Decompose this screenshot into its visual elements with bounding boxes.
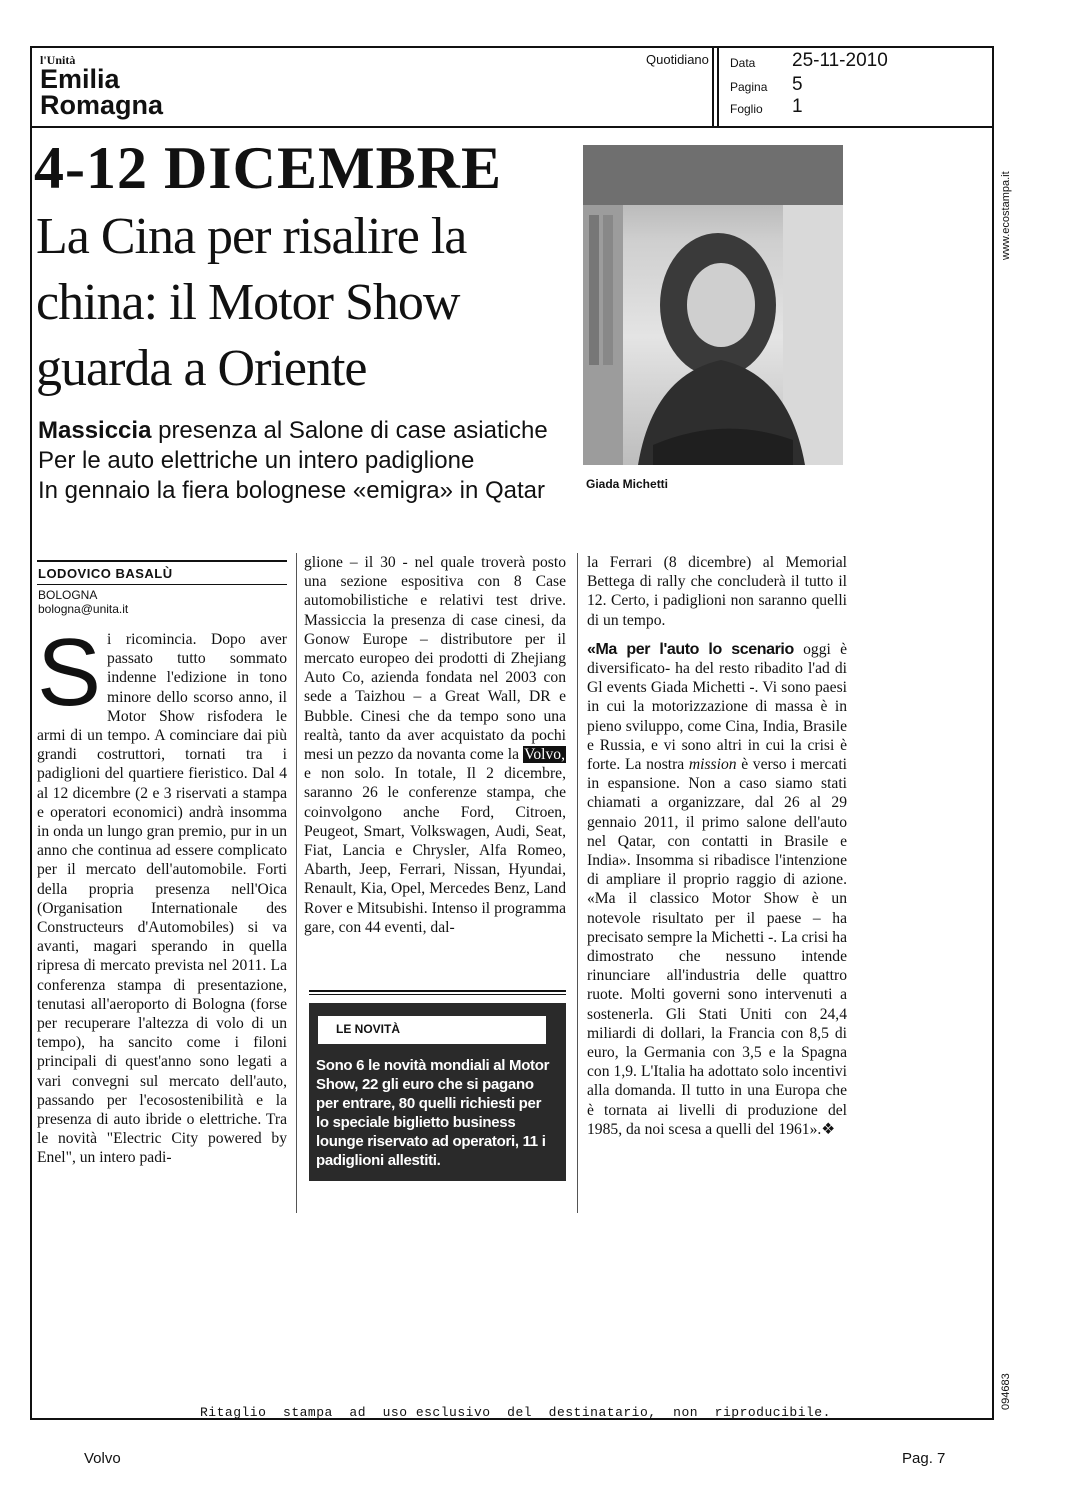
- end-mark-icon: ❖: [821, 1120, 836, 1138]
- column-3-text-b: oggi è diversificato- ha del resto ribadito l'ad di Gl events Giada Michetti -. Vi sono paesi in cui la motorizzazione di massa è in pieno sviluppo, come Cina, India, Brasile e Russia, e vi sono altri in cui la crisi è forte. La nostra: [587, 640, 847, 774]
- column-3-text-a: la Ferrari (8 dicembre) al Memorial Bettega di rally che concluderà il tutto il 12. Certo, i padiglioni non saranno quelli di un tempo.: [587, 554, 847, 629]
- column-1-text: i ricomincia. Dopo aver passato tutto sommato indenne l'edizione in tono minore dello scorso anno, il Motor Show risfodera le armi di un tempo. A cominciare dai più grandi costruttori, tornati tra i padiglioni del quartiere fieristico. Dal 4 al 12 dicembre (2 e 3 riservati a stampa e operatori economici) andrà insomma in onda un lungo gran premio, pur in un anno che continua ad essere complicato per il mercato dell'automobile. Forti della propria presenza nell'Oica (Organisation Internationale des Constructeurs d'Automobiles) si va avanti, magari sperando in quella ripresa di mercato prevista nel 2011. La conferenza stampa di presentazione, tenutasi all'aeroporto di Bologna (forse per recuperare l'altezza di volo di un tempo), ha sancito come i filoni principali di quest'anno sono legati a vari convegni sul mercato dell'auto, passando per l'ecosostenibilità e la presenza di auto ibride o elettriche. Tra le novità "Electric City powered by Enel", un intero padi-: [37, 631, 287, 1167]
- dropcap: S: [37, 619, 102, 726]
- column-3: [587, 553, 847, 1139]
- author-email: bologna@unita.it: [38, 602, 129, 616]
- publication-name-line1: Emilia: [40, 64, 120, 94]
- date-label: Data: [730, 56, 756, 70]
- box-rule: [309, 990, 566, 992]
- side-website: www.ecostampa.it: [1000, 171, 1012, 260]
- footer-page-number: Pag. 7: [902, 1450, 946, 1467]
- column-3-text-c: è verso i mercati in espansione. Non a caso siamo stati chiamati a organizzare, dal 26 al 29 gennaio 2011, il primo salone dell'auto nel Qatar, con contatti in Brasile e India». Insomma si ribadisce l'intenzione di ampliare il proprio raggio di azione. «Ma il classico Motor Show è un notevole risultato per il paese – ha precisato sempre la Michetti -. La crisi ha dimostrato che nessuno intende rinunciare all'industria delle quattro ruote. Molti governi sono intervenuti a sostenerla. Gli Stati Uniti con 24,4 miliardi di dollari, la Francia con 8,5 di euro, la Germania con 3,5 e la Spagna con 1,9. L'Italia ha adottato solo incentivi alla domanda. Il tutto in una Europa che è tornata ai livelli di produzione del 1985, da noi scesa a quelli del 1961».: [587, 756, 847, 1138]
- publisher-small: l'Unità: [40, 53, 76, 67]
- headline: La Cina per risalire la china: il Motor Show guarda a Oriente: [36, 208, 467, 397]
- author: LODOVICO BASALÙ: [38, 566, 173, 581]
- column-divider: [296, 553, 297, 1213]
- byline-rule: [37, 584, 287, 585]
- subhead-line3: In gennaio la fiera bolognese «emigra» in Qatar: [38, 477, 545, 504]
- column-2: [304, 553, 566, 937]
- date-heading: 4-12 DICEMBRE: [34, 135, 503, 201]
- column-2-text-a: glione – il 30 - nel quale troverà posto una sezione espositiva con 8 Case automobilistiche e relativi test drive. Massiccia la presenza di case cinesi, da Gonow Europe – distributore per il mercato europeo dei prodotti di Zhejiang Auto Co, azienda fondata nel 2003 con sede a Taizhou – a Great Wall, DR e Bubble. Cinesi che da tempo sono una realtà, tanto da aver acquistato da pochi mesi un pezzo da novanta come la: [304, 554, 566, 764]
- column-3-lead: «Ma per l'auto lo scenario: [587, 640, 794, 658]
- subhead-line1: presenza al Salone di case asiatiche: [151, 417, 548, 444]
- box-rule: [309, 994, 566, 995]
- footer-keyword: Volvo: [84, 1450, 121, 1467]
- page-label: Pagina: [730, 80, 768, 94]
- column-divider: [577, 553, 578, 1213]
- column-3-italic: mission: [688, 756, 737, 774]
- publication-type: Quotidiano: [646, 52, 709, 67]
- date-value: 25-11-2010: [792, 50, 888, 71]
- sheet-label: Foglio: [730, 102, 763, 116]
- sheet-value: 1: [792, 96, 803, 117]
- box-label: LE NOVITÀ: [336, 1022, 401, 1036]
- byline-rule: [37, 560, 287, 562]
- keyword-highlight: Volvo,: [524, 746, 565, 764]
- column-1: [37, 619, 287, 1168]
- portrait-photo: [583, 145, 843, 465]
- column-3-paragraph: [587, 640, 847, 1139]
- subheadline: [38, 416, 598, 506]
- header-divider: [717, 46, 719, 128]
- side-code: 094683: [1000, 1373, 1012, 1410]
- city: BOLOGNA: [38, 588, 98, 602]
- column-2-text-b: e non solo. In totale, Il 2 dicembre, saranno 26 le conferenze stampa, che coinvolgono anche Ford, Citroen, Peugeot, Smart, Volkswagen, Audi, Seat, Fiat, Lancia e Chrysler, Alfa Romeo, Abarth, Jeep, Ferrari, Nissan, Hyundai, Renault, Kia, Opel, Mercedes Benz, Land Rover e Mitsubishi. Intenso il programma gare, con 44 eventi, dal-: [304, 765, 566, 936]
- copyright-note: Ritaglio stampa ad uso esclusivo del destinatario, non riproducibile.: [200, 1405, 831, 1420]
- page-value: 5: [792, 74, 803, 95]
- box-text: Sono 6 le novità mondiali al Motor Show, 22 gli euro che si pagano per entrare, 80 quelli richiesti per lo speciale biglietto business lounge riservato ad operatori, 11 i padiglioni allestiti.: [316, 1057, 550, 1169]
- header-divider: [712, 46, 714, 128]
- subhead-bold: Massiccia: [38, 417, 152, 444]
- portrait-illustration: [583, 145, 843, 465]
- photo-caption: Giada Michetti: [586, 477, 669, 491]
- publication-name-line2: Romagna: [40, 90, 164, 120]
- subhead-line2: Per le auto elettriche un intero padiglione: [38, 447, 475, 474]
